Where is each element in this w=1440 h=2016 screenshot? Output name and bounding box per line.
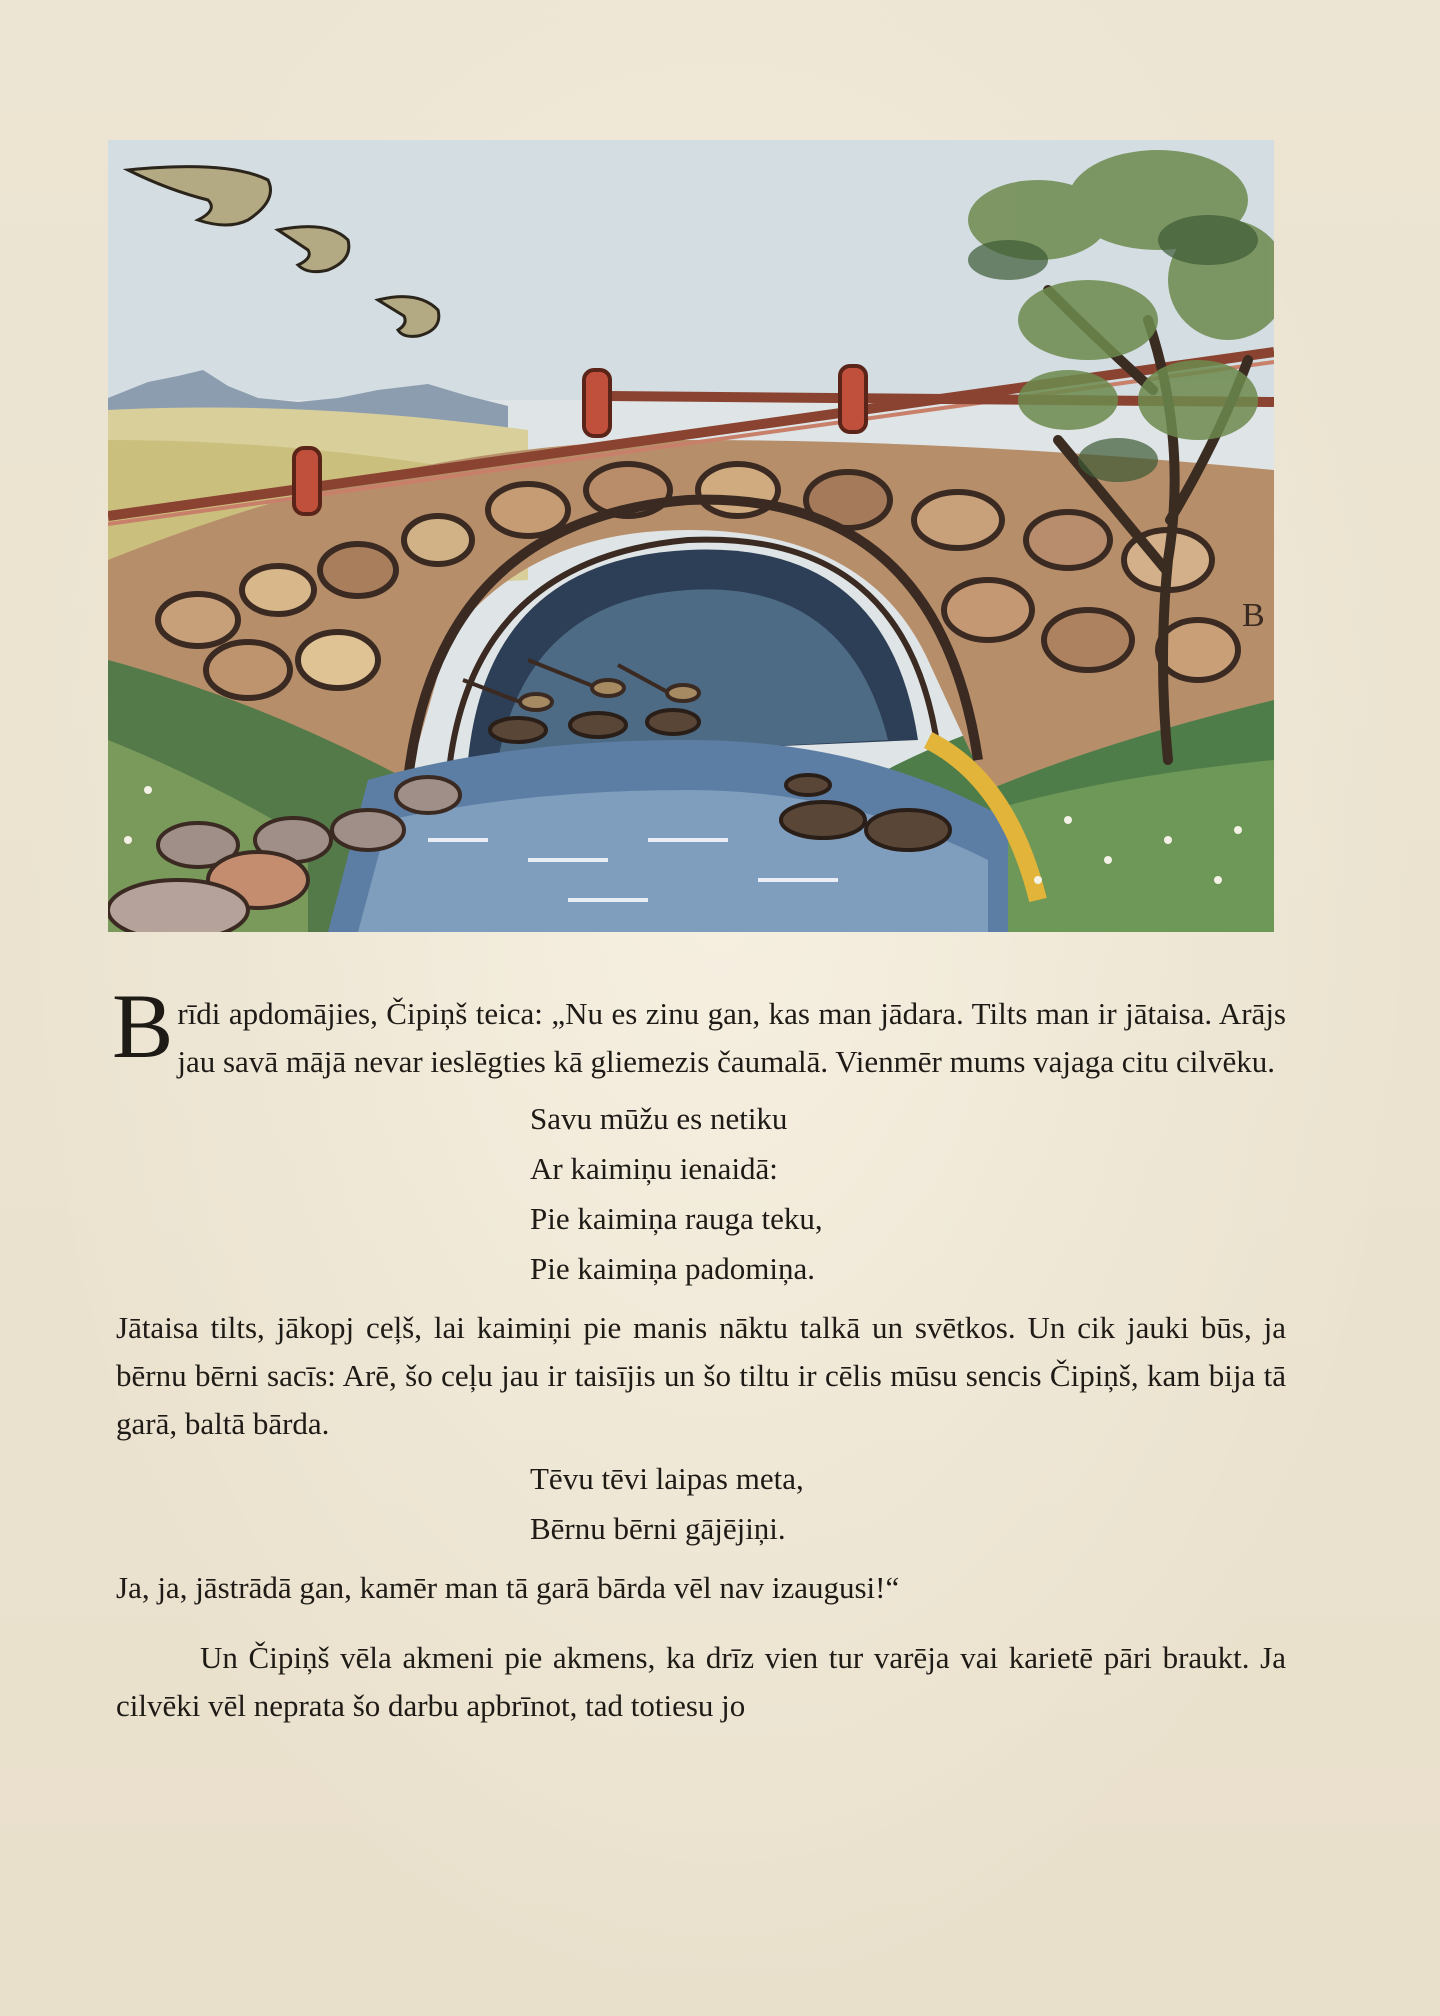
- verse-line: Tēvu tēvi laipas meta,: [530, 1461, 804, 1496]
- paragraph-4: Un Čipiņš vēla akmeni pie akmens, ka drīz vien tur varēja vai karietē pāri braukt. Ja cilvēki vēl neprata šo darbu apbrīnot, tad totiesu jo: [116, 1640, 1286, 1723]
- paragraph-3: Ja, ja, jāstrādā gan, kamēr man tā garā bārda vēl nav izaugusi!“: [116, 1570, 900, 1605]
- verse-line: Pie kaimiņa rauga teku,: [530, 1201, 823, 1236]
- verse-1: [530, 1094, 1286, 1294]
- illustrator-signature: B: [1242, 597, 1265, 634]
- verse-line: Savu mūžu es netiku: [530, 1101, 788, 1136]
- paragraph-1: [112, 975, 1286, 1086]
- verse-line: Pie kaimiņa padomiņa.: [530, 1251, 815, 1286]
- paragraph-1-text: rīdi apdomājies, Čipiņš teica: „Nu es zinu gan, kas man jādara. Tilts man ir jātaisa. Arājs jau savā mājā nevar ieslēgties kā gliemezis čaumalā. Vienmēr mums vajaga citu cilvēku.: [177, 996, 1286, 1079]
- body-text: [112, 975, 1286, 1730]
- verse-2: [530, 1454, 1286, 1554]
- drop-cap: B: [112, 975, 174, 1077]
- paragraph-2: Jātaisa tilts, jākopj ceļš, lai kaimiņi pie manis nāktu talkā un svētkos. Un cik jauki būs, ja bērnu bērni sacīs: Arē, šo ceļu jau ir taisījis un šo tiltu ir cēlis mūsu sencis Čipiņš, kam bija tā garā, baltā bārda.: [116, 1310, 1286, 1441]
- verse-line: Ar kaimiņu ienaidā:: [530, 1151, 778, 1186]
- stone-bridge-illustration: [108, 140, 1274, 932]
- verse-line: Bērnu bērni gājējiņi.: [530, 1511, 786, 1546]
